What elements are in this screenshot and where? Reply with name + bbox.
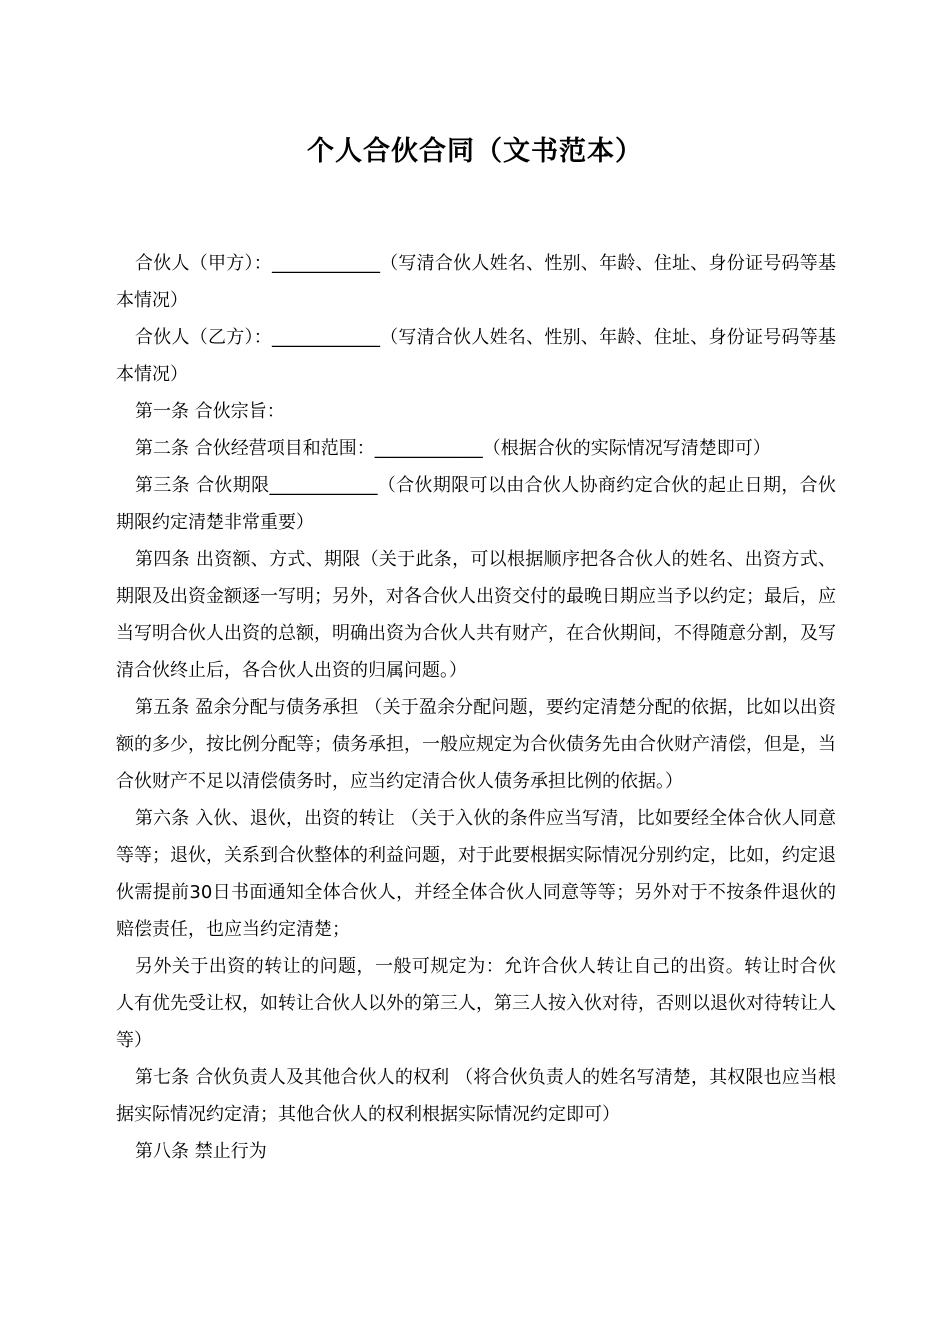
paragraph-article-3: 第三条 合伙期限____________（合伙期限可以由合伙人协商约定合伙的起止日期，合伙期限约定清楚非常重要） xyxy=(116,475,836,533)
paragraph-article-4: 第四条 出资额、方式、期限（关于此条，可以根据顺序把各合伙人的姓名、出资方式、期限及出资金额逐一写明；另外，对各合伙人出资交付的最晚日期应当予以约定；最后，应当写明合伙人出资的总额，明确出资为合伙人共有财产，在合伙期间，不得随意分割，及写清合伙终止后，各合伙人出资的归属问题。） xyxy=(116,549,836,681)
paragraph-article-6-continued: 另外关于出资的转让的问题，一般可规定为：允许合伙人转让自己的出资。转让时合伙人有优先受让权，如转让合伙人以外的第三人，第三人按入伙对待，否则以退伙对待转让人等） xyxy=(116,956,836,1051)
document-title: 个人合伙合同（文书范本） xyxy=(307,136,643,167)
paragraph-party-b: 合伙人（乙方）：____________（写清合伙人姓名、性别、年龄、住址、身份证号码等基本情况） xyxy=(116,327,836,385)
paragraph-party-a: 合伙人（甲方）：____________（写清合伙人姓名、性别、年龄、住址、身份证号码等基本情况） xyxy=(116,253,836,311)
paragraph-article-2: 第二条 合伙经营项目和范围：____________（根据合伙的实际情况写清楚即可） xyxy=(135,438,771,459)
paragraph-article-5: 第五条 盈余分配与债务承担 （关于盈余分配问题，要约定清楚分配的依据，比如以出资额的多少，按比例分配等；债务承担，一般应规定为合伙债务先由合伙财产清偿，但是，当合伙财产不足以清偿债务时，应当约定清合伙人债务承担比例的依据。） xyxy=(116,697,836,792)
paragraph-article-1: 第一条 合伙宗旨： xyxy=(135,401,285,422)
paragraph-article-6: 第六条 入伙、退伙，出资的转让 （关于入伙的条件应当写清，比如要经全体合伙人同意等等；退伙，关系到合伙整体的利益问题，对于此要根据实际情况分别约定，比如，约定退伙需提前30日书面通知全体合伙人，并经全体合伙人同意等等；另外对于不按条件退伙的赔偿责任，也应当约定清楚； xyxy=(116,808,836,940)
paragraph-article-7: 第七条 合伙负责人及其他合伙人的权利 （将合伙负责人的姓名写清楚，其权限也应当根据实际情况约定清；其他合伙人的权利根据实际情况约定即可） xyxy=(116,1067,836,1125)
paragraph-article-8: 第八条 禁止行为 xyxy=(135,1141,267,1162)
document-body xyxy=(116,245,836,1170)
